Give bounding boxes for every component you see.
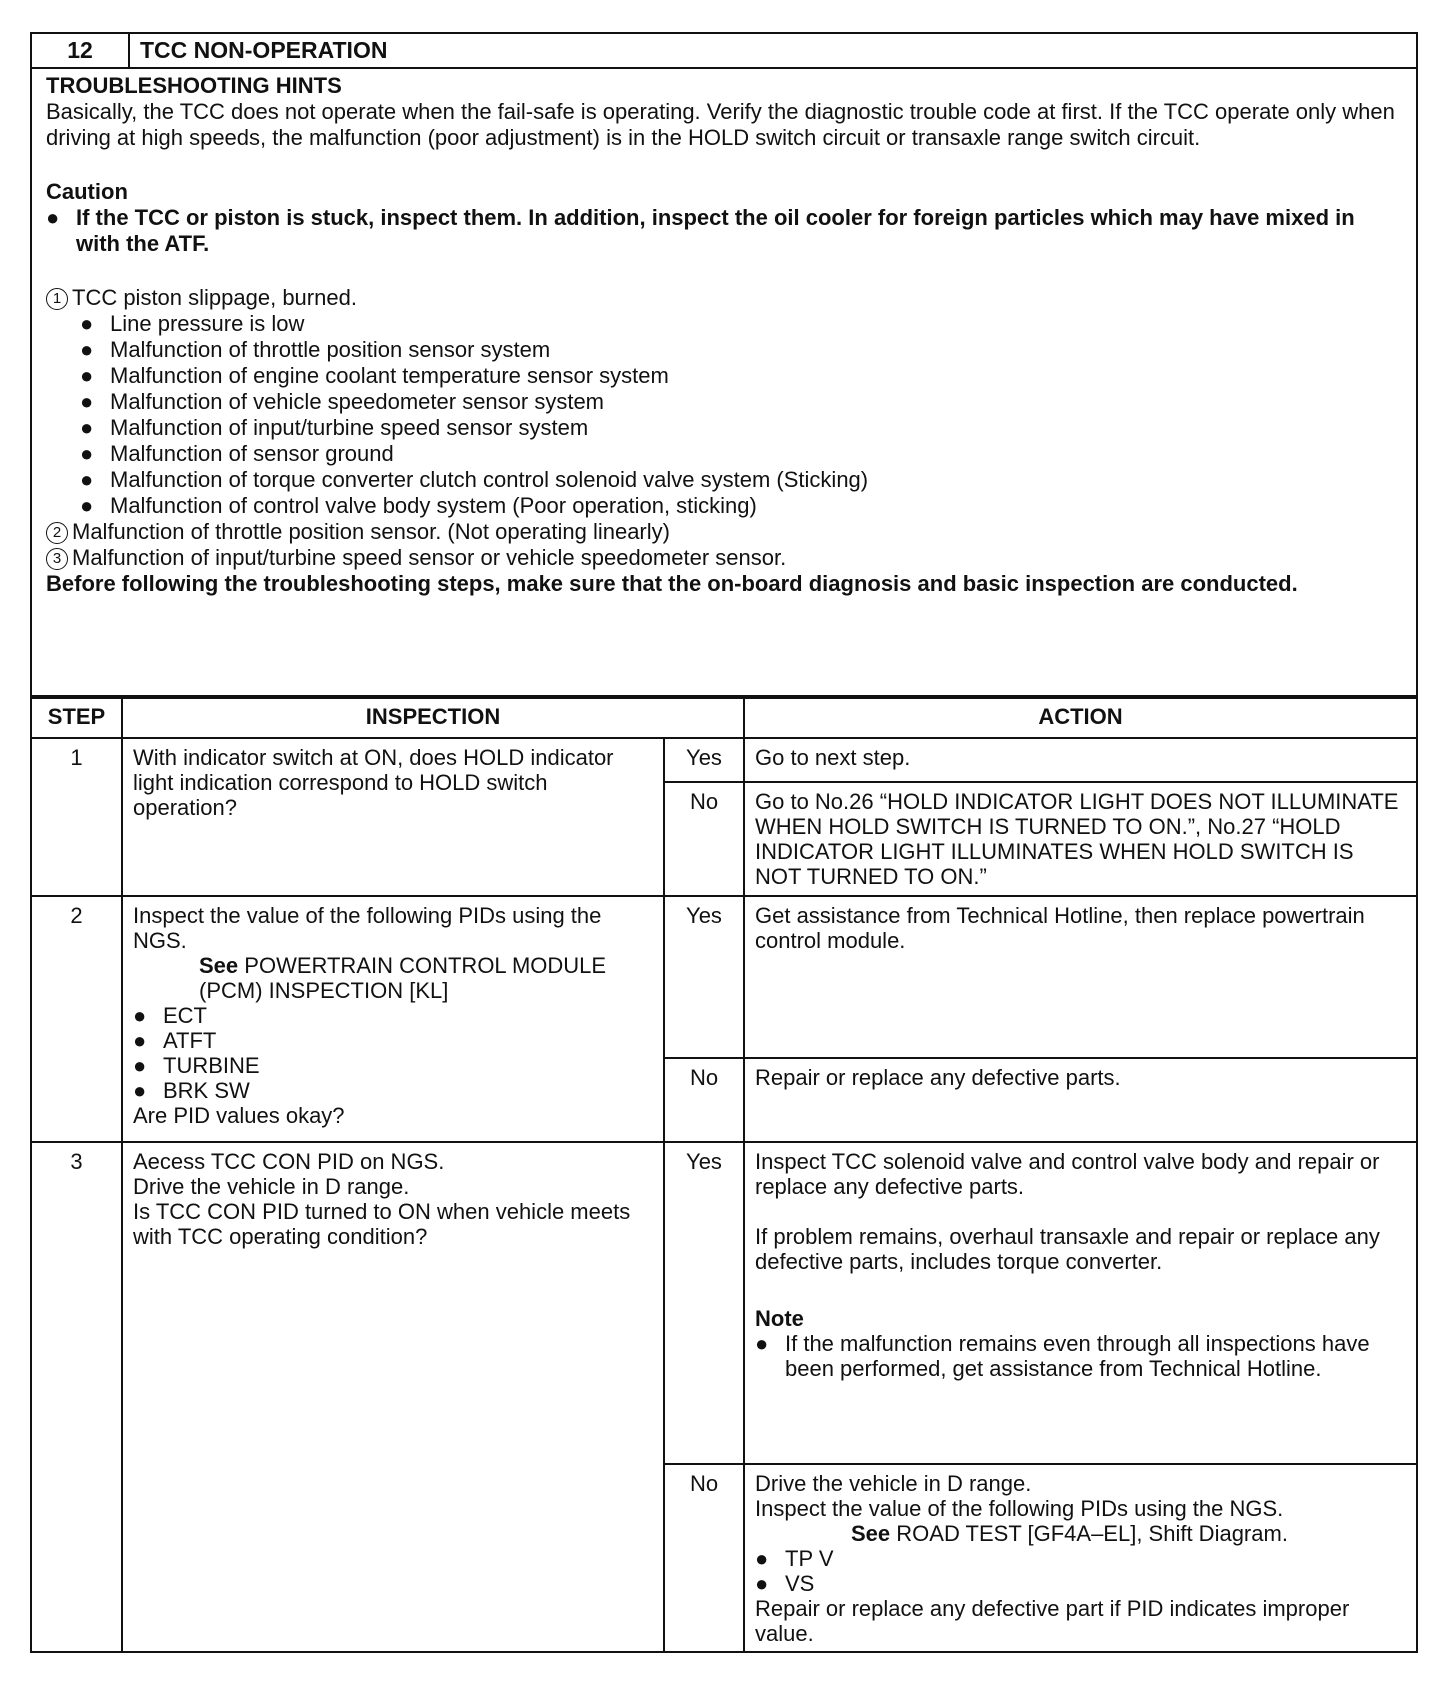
pid-item [133,1003,653,1028]
bullet-icon: ● [80,415,94,440]
bullet-icon: ● [133,1053,147,1078]
column-header-inspection: INSPECTION [122,698,744,738]
see-reference [133,953,653,1003]
pid-item [133,1028,653,1053]
list-item [80,389,1402,415]
inspection-text: Inspect the value of the following PIDs using the NGS. [133,903,602,953]
caution-heading: Caution [46,179,128,204]
pid-item [133,1078,653,1103]
list-item [80,415,1402,441]
step-inspection: With indicator switch at ON, does HOLD indicator light indication correspond to HOLD switch operation? [122,738,664,896]
no-label: No [664,1464,744,1652]
circled-number-icon: 2 [46,522,68,544]
procedure-page [30,32,1418,1653]
step-inspection [122,1142,664,1652]
procedure-header [32,34,1416,69]
bullet-icon: ● [133,1003,147,1028]
no-action-line: Inspect the value of the following PIDs using the NGS. [755,1496,1284,1521]
column-header-step: STEP [32,698,122,738]
see-label: See [851,1521,891,1546]
inspection-line: Aecess TCC CON PID on NGS. [133,1149,445,1174]
list-item-text: Line pressure is low [110,311,305,336]
pid-label: TP V [785,1546,834,1571]
bullet-icon: ● [80,311,94,336]
list-item [80,337,1402,363]
table-row [32,738,1416,782]
yes-action: Go to next step. [744,738,1416,782]
list-item [80,493,1402,519]
bullet-icon: ● [133,1028,147,1053]
cause-1 [46,285,1402,311]
cause-2 [46,519,1402,545]
list-item [80,467,1402,493]
cause-1-list [46,311,1402,519]
yes-label: Yes [664,896,744,1058]
list-item-text: Malfunction of sensor ground [110,441,394,466]
circled-number-icon: 1 [46,288,68,310]
troubleshooting-hints [32,69,1416,697]
bullet-icon: ● [755,1546,769,1571]
inspection-question: Are PID values okay? [133,1103,345,1128]
pid-item [133,1053,653,1078]
yes-action [744,1142,1416,1464]
circled-number-icon: 3 [46,548,68,570]
bullet-icon: ● [80,441,94,466]
inspection-line: Drive the vehicle in D range. [133,1174,410,1199]
table-row [32,1142,1416,1464]
step-number: 2 [32,896,122,1142]
yes-label: Yes [664,1142,744,1464]
inspection-table [32,697,1416,1653]
bullet-icon: ● [46,205,60,230]
cause-2-text: Malfunction of throttle position sensor. (Not operating linearly) [72,519,670,544]
pid-item [755,1546,1406,1571]
bullet-icon: ● [133,1078,147,1103]
bullet-icon: ● [755,1571,769,1596]
step-number: 1 [32,738,122,896]
no-action: Go to No.26 “HOLD INDICATOR LIGHT DOES NOT ILLUMINATE WHEN HOLD SWITCH IS TURNED TO ON.”, No.27 “HOLD INDICATOR LIGHT ILLUMINATES WHEN HOLD SWITCH IS NOT TURNED TO ON.” [744,782,1416,896]
hints-intro: Basically, the TCC does not operate when the fail-safe is operating. Verify the diagnostic trouble code at first. If the TCC operate only when driving at high speeds, the malfunction (poor adjustment) is in the HOLD switch circuit or transaxle range switch circuit. [46,99,1395,150]
list-item-text: Malfunction of engine coolant temperature sensor system [110,363,669,388]
list-item [80,311,1402,337]
caution-text: If the TCC or piston is stuck, inspect them. In addition, inspect the oil cooler for foreign particles which may have mixed in with the ATF. [76,205,1355,256]
no-action-final: Repair or replace any defective part if PID indicates improper value. [755,1596,1350,1646]
pid-label: TURBINE [163,1053,260,1078]
yes-label: Yes [664,738,744,782]
see-text: ROAD TEST [GF4A–EL], Shift Diagram. [896,1521,1288,1546]
bullet-icon: ● [80,337,94,362]
table-row [32,896,1416,1058]
pid-label: ECT [163,1003,207,1028]
pid-label: VS [785,1571,815,1596]
pid-label: BRK SW [163,1078,250,1103]
no-action [744,1464,1416,1652]
list-item [80,363,1402,389]
see-label: See [199,953,239,978]
see-reference [755,1521,1406,1546]
caution-item [46,205,1402,257]
list-item-text: Malfunction of torque converter clutch control solenoid valve system (Sticking) [110,467,869,492]
inspection-line: Is TCC CON PID turned to ON when vehicle meets with TCC operating condition? [133,1199,631,1249]
cause-3-text: Malfunction of input/turbine speed sensor or vehicle speedometer sensor. [72,545,787,570]
see-text: POWERTRAIN CONTROL MODULE (PCM) INSPECTION [KL] [199,953,607,1003]
yes-action-2: If problem remains, overhaul transaxle and repair or replace any defective parts, includes torque converter. [755,1224,1380,1274]
bullet-icon: ● [80,493,94,518]
list-item-text: Malfunction of input/turbine speed sensor system [110,415,589,440]
procedure-number: 12 [32,34,130,67]
list-item [80,441,1402,467]
procedure-title: TCC NON-OPERATION [140,37,388,63]
no-action: Repair or replace any defective parts. [744,1058,1416,1142]
note-item [755,1331,1406,1381]
yes-action-1: Inspect TCC solenoid valve and control valve body and repair or replace any defective parts. [755,1149,1380,1199]
list-item-text: Malfunction of control valve body system (Poor operation, sticking) [110,493,757,518]
column-header-action: ACTION [744,698,1416,738]
bullet-icon: ● [80,389,94,414]
table-header-row [32,698,1416,738]
list-item-text: Malfunction of vehicle speedometer sensor system [110,389,605,414]
list-item-text: Malfunction of throttle position sensor system [110,337,551,362]
no-action-line: Drive the vehicle in D range. [755,1471,1032,1496]
hints-heading: TROUBLESHOOTING HINTS [46,73,342,98]
cause-1-text: TCC piston slippage, burned. [72,285,357,310]
note-heading: Note [755,1306,804,1331]
no-label: No [664,1058,744,1142]
step-inspection [122,896,664,1142]
pid-label: ATFT [163,1028,217,1053]
bullet-icon: ● [80,363,94,388]
cause-3 [46,545,1402,571]
pid-item [755,1571,1406,1596]
yes-action: Get assistance from Technical Hotline, then replace powertrain control module. [744,896,1416,1058]
bullet-icon: ● [755,1331,769,1356]
note-text: If the malfunction remains even through all inspections have been performed, get assistance from Technical Hotline. [785,1331,1370,1381]
bullet-icon: ● [80,467,94,492]
no-label: No [664,782,744,896]
step-number: 3 [32,1142,122,1652]
before-steps-note: Before following the troubleshooting steps, make sure that the on-board diagnosis and basic inspection are conducted. [46,571,1298,596]
